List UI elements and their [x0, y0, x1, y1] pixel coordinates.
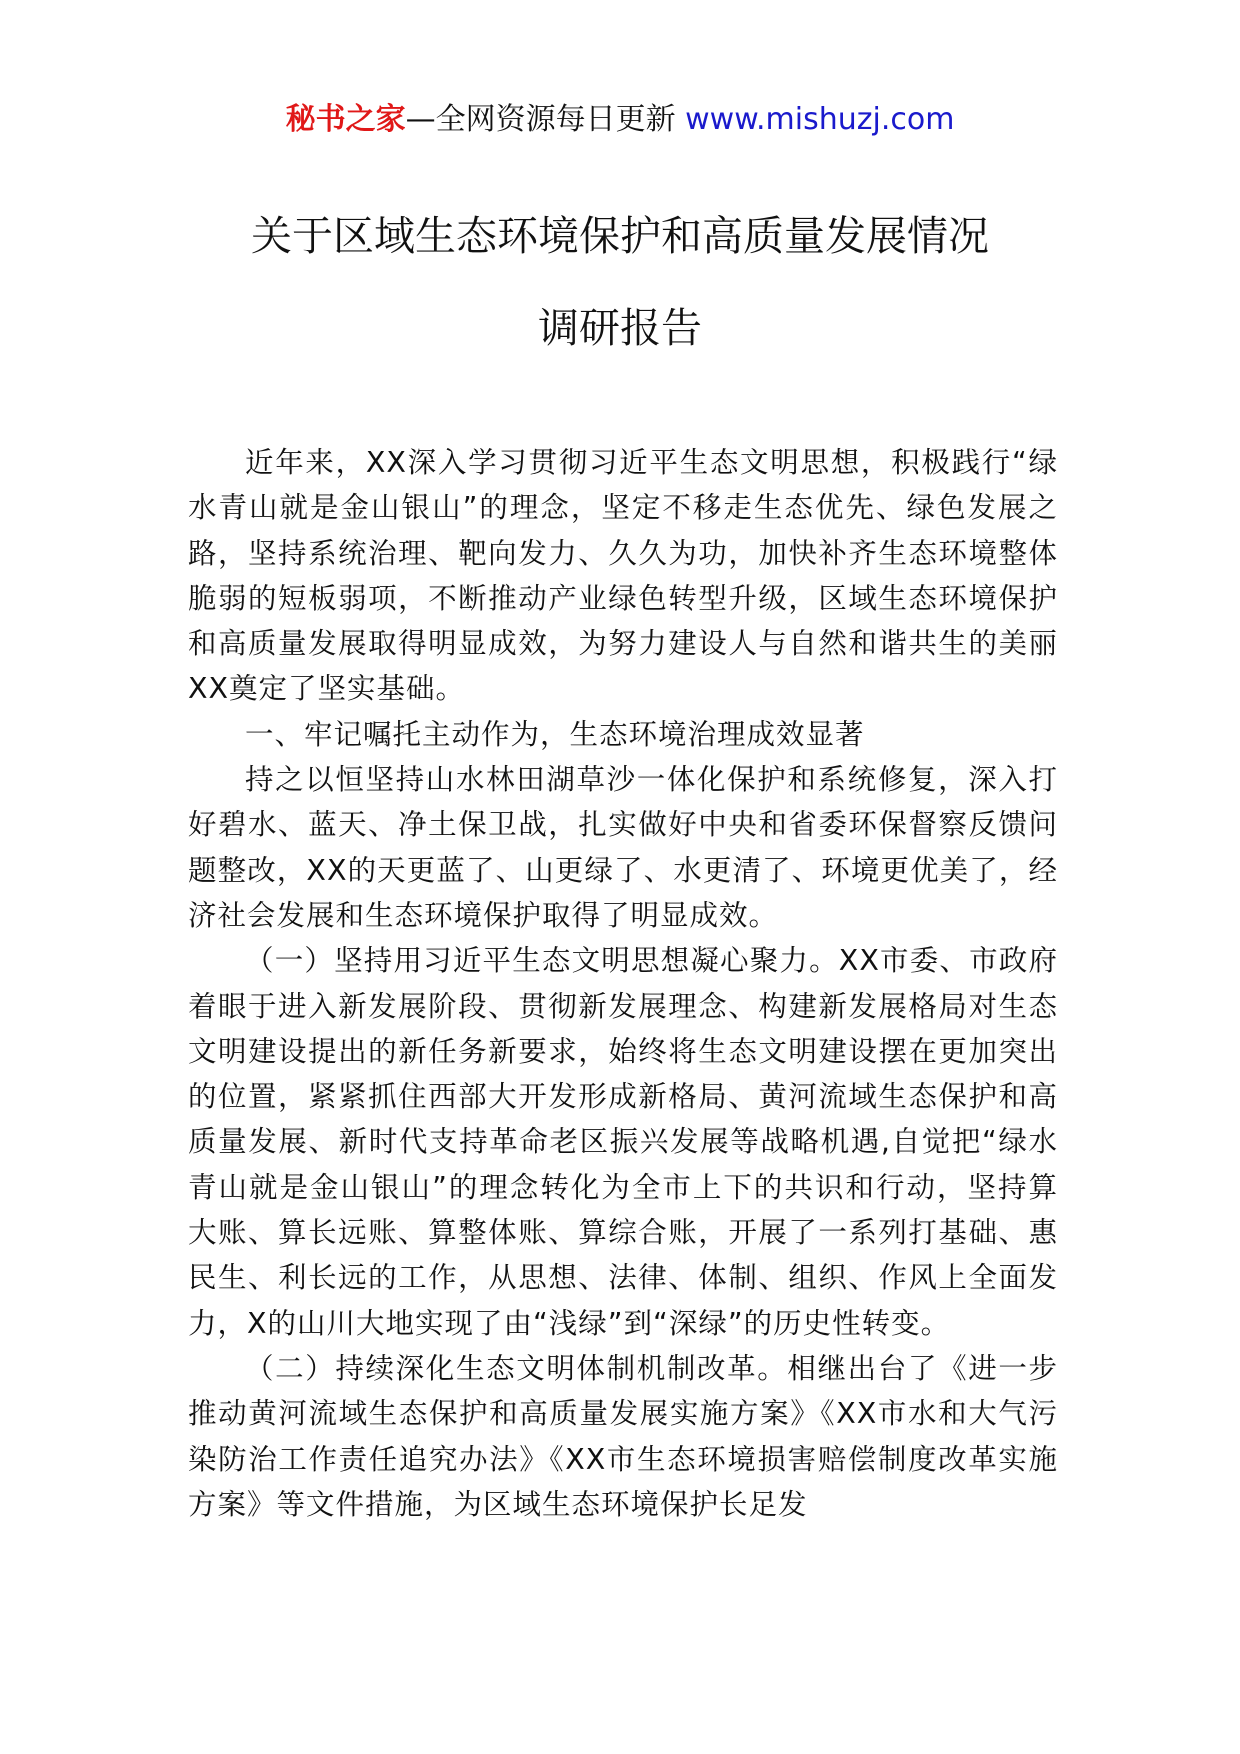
paragraph-intro: 近年来，XX深入学习贯彻习近平生态文明思想，积极践行“绿水青山就是金山银山”的理念，坚定不移走生态优先、绿色发展之路，坚持系统治理、靶向发力、久久为功，加快补齐生态环境整体脆弱的短板弱项，不断推动产业绿色转型升级，区域生态环境保护和高质量发展取得明显成效，为努力建设人与自然和谐共生的美丽XX奠定了坚实基础。: [188, 446, 1058, 706]
section-heading-1: 一、牢记嘱托主动作为，生态环境治理成效显著: [245, 717, 865, 751]
site-banner: [0, 100, 1240, 140]
document-body: [188, 440, 1058, 1527]
brand-name: 秘书之家: [285, 102, 406, 137]
document-title-line-1: 关于区域生态环境保护和高质量发展情况: [251, 212, 989, 260]
website-link[interactable]: www.mishuzj.com: [685, 102, 955, 137]
paragraph-item-1: （一）坚持用习近平生态文明思想凝心聚力。XX市委、市政府着眼于进入新发展阶段、贯彻新发展理念、构建新发展格局对生态文明建设提出的新任务新要求，始终将生态文明建设摆在更加突出的位置，紧紧抓住西部大开发形成新格局、黄河流域生态保护和高质量发展、新时代支持革命老区振兴发展等战略机遇,自觉把“绿水青山就是金山银山”的理念转化为全市上下的共识和行动，坚持算大账、算长远账、算整体账、算综合账，开展了一系列打基础、惠民生、利长远的工作，从思想、法律、体制、组织、作风上全面发力，X的山川大地实现了由“浅绿”到“深绿”的历史性转变。: [188, 944, 1058, 1340]
paragraph-item-2: （二）持续深化生态文明体制机制改革。相继出台了《进一步推动黄河流域生态保护和高质量发展实施方案》《XX市水和大气污染防治工作责任追究办法》《XX市生态环境损害赔偿制度改革实施方案》等文件措施，为区域生态环境保护长足发: [188, 1351, 1058, 1521]
paragraph-section-1-summary: 持之以恒坚持山水林田湖草沙一体化保护和系统修复，深入打好碧水、蓝天、净土保卫战，扎实做好中央和省委环保督察反馈问题整改，XX的天更蓝了、山更绿了、水更清了、环境更优美了，经济社会发展和生态环境保护取得了明显成效。: [188, 763, 1058, 932]
document-title-line-2: 调研报告: [538, 304, 702, 352]
banner-tagline: —全网资源每日更新: [405, 102, 676, 137]
